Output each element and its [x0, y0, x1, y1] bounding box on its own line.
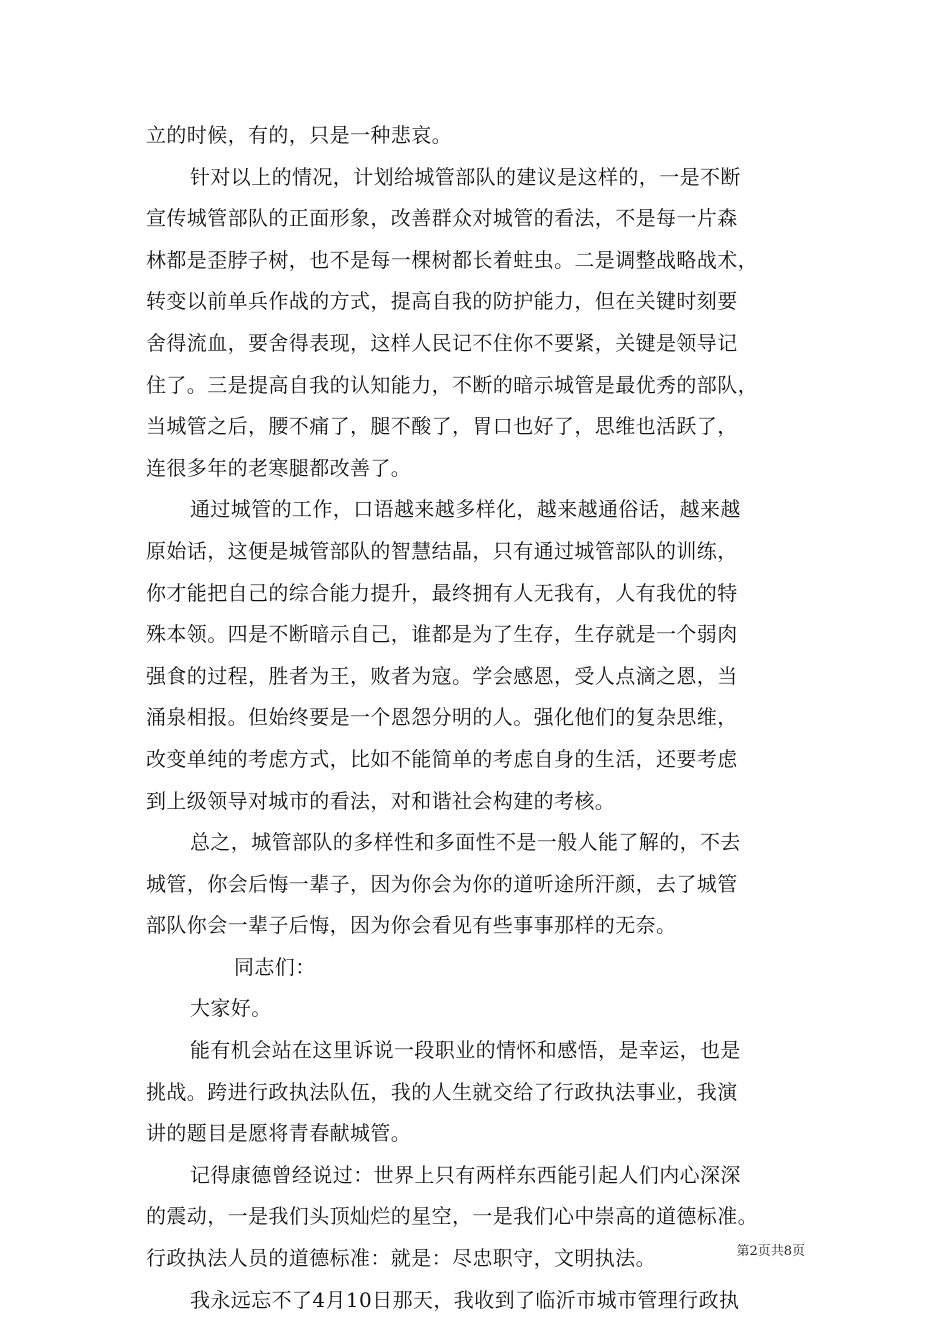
text-line: 我永远忘不了4月10日那天，我收到了临沂市城市管理行政执 — [190, 1287, 740, 1312]
text-line: 的震动，一是我们头顶灿烂的星空，一是我们心中崇高的道德标准。 — [146, 1204, 758, 1229]
text-line: 行政执法人员的道德标准：就是：尽忠职守，文明执法。 — [146, 1246, 656, 1271]
text-line: 能有机会站在这里诉说一段职业的情怀和感悟，是幸运，也是 — [190, 1038, 741, 1063]
body-text — [146, 115, 818, 1321]
text-line: 同志们： — [234, 954, 316, 979]
text-line: 改变单纯的考虑方式，比如不能简单的考虑自身的生活，还要考虑 — [146, 746, 738, 771]
text-line: 大家好。 — [190, 996, 272, 1021]
text-line: 到上级领导对城市的看法，对和谐社会构建的考核。 — [146, 788, 616, 813]
text-line: 总之，城管部队的多样性和多面性不是一般人能了解的，不去 — [190, 830, 741, 855]
text-line: 针对以上的情况，计划给城管部队的建议是这样的，一是不断 — [190, 164, 741, 189]
text-line: 城管，你会后悔一辈子，因为你会为你的道听途所汗颜，去了城管 — [146, 871, 738, 896]
text-line: 你才能把自己的综合能力提升，最终拥有人无我有，人有我优的特 — [146, 580, 738, 605]
text-line: 当城管之后，腰不痛了，腿不酸了，胃口也好了，思维也活跃了， — [146, 414, 738, 439]
text-line: 舍得流血，要舍得表现，这样人民记不住你不要紧，关键是领导记 — [146, 330, 738, 355]
text-line: 立的时候，有的，只是一种悲哀。 — [146, 123, 452, 147]
text-line: 宣传城管部队的正面形象，改善群众对城管的看法，不是每一片森 — [146, 206, 738, 231]
text-line: 记得康德曾经说过：世界上只有两样东西能引起人们内心深深 — [190, 1162, 741, 1187]
text-line: 转变以前单兵作战的方式，提高自我的防护能力，但在关键时刻要 — [146, 289, 738, 314]
text-line: 涌泉相报。但始终要是一个恩怨分明的人。强化他们的复杂思维， — [146, 705, 738, 730]
text-line: 连很多年的老寒腿都改善了。 — [146, 455, 412, 480]
text-line: 通过城管的工作，口语越来越多样化，越来越通俗话，越来越 — [190, 497, 741, 522]
text-line: 挑战。跨进行政执法队伍，我的人生就交给了行政执法事业，我演 — [146, 1079, 738, 1104]
text-line: 原始话，这便是城管部队的智慧结晶，只有通过城管部队的训练， — [146, 538, 738, 563]
text-line: 部队你会一辈子后悔，因为你会看见有些事事那样的无奈。 — [146, 913, 677, 938]
text-line: 讲的题目是愿将青春献城管。 — [146, 1121, 412, 1146]
text-line: 殊本领。四是不断暗示自己，谁都是为了生存，生存就是一个弱肉 — [146, 622, 738, 647]
text-line: 强食的过程，胜者为王，败者为寇。学会感恩，受人点滴之恩，当 — [146, 663, 738, 688]
page-number-footer: 第2页共8页 — [736, 1244, 805, 1259]
text-line: 林都是歪脖子树，也不是每一棵树都长着蛀虫。二是调整战略战术， — [146, 247, 758, 272]
text-line: 住了。三是提高自我的认知能力，不断的暗示城管是最优秀的部队， — [146, 372, 758, 397]
